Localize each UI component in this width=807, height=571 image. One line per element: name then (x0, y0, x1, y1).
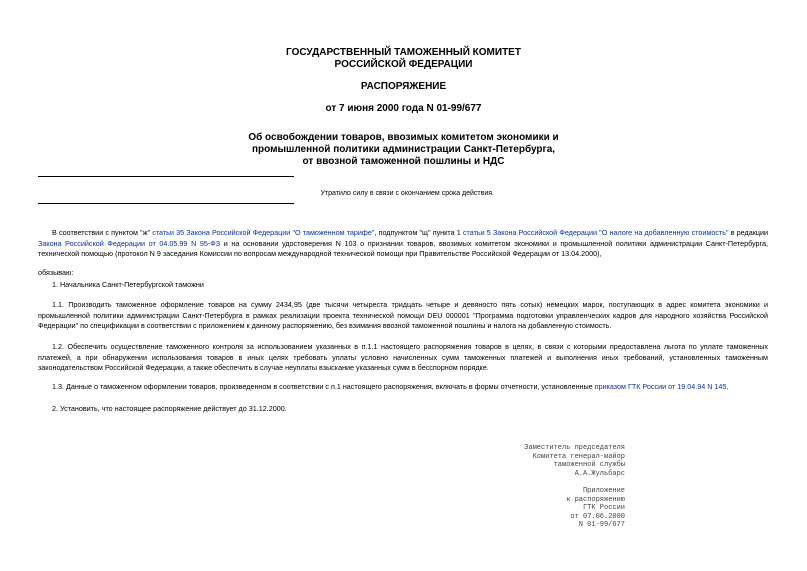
item-1-2: 1.2. Обеспечить осуществление таможенного контроля за использованием указанных в п.1.1 настоящего распоряжения товаров в целях, в связи с которыми предоставлена льгота по уплате таможенных платежей, а при обнаружении использования товаров в иных целях требовать уплаты условно начисленных сумм таможенных платежей и выполнения иных требований, установленных таможенным законодательством Российской Федерации, а также обеспечить в случае неуплаты взыскание указанных сумм в бесспорном порядке. (38, 342, 768, 372)
signature-line3: таможенной службы (553, 461, 625, 470)
appendix-line2: к распоряжению (566, 495, 625, 504)
appendix-line1: Приложение (582, 487, 625, 495)
appendix-block (566, 487, 625, 530)
preamble-text-4: и на основании удостоверения N 103 о признании товаров, ввозимых комитетом экономики и промышленной политики администрации Санкт-Петербурга, технической помощью (протокол N 9 заседания Комиссии по вопросам международной технической помощи при Правительстве Российской Федерации от 13.04.2000), (38, 238, 768, 258)
preamble-text-3: в редакции (728, 228, 768, 237)
divider-top (38, 176, 294, 177)
item-1-3-text: 1.3. Данные о таможенном оформлении товаров, произведенном в соответствии с п.1 настоящего распоряжения, включать в формы отчетности, установленные (52, 382, 595, 391)
signature-block (524, 444, 625, 478)
preamble-text-1: В соответствии с пунктом "ж" (52, 228, 153, 237)
item-2: 2. Установить, что настоящее распоряжение действует до 31.12.2000. (52, 404, 287, 413)
link-federal-law-95fz[interactable]: Закона Российской Федерации от 04.05.99 N 95-ФЗ (38, 238, 221, 248)
item-1-3 (38, 382, 768, 393)
item-1-1: 1.1. Производить таможенное оформление товаров на сумму 2434,95 (две тысячи четыреста тридцать четыре и девяносто пять сотых) немецких марок, поступающих в адрес комитета экономики и промышленной политики администрации Санкт-Петербурга в рамках реализации проекта технической помощи DEU 000001 "Программа подготовки управленческих кадров для народного хозяйства Российской Федерации" по спецификации в соответствии с приложением к данному распоряжению, без взимания ввозной таможенной пошлины и налога на добавленную стоимость. (38, 300, 768, 330)
link-gtk-order-145[interactable]: приказом ГТК России от 19.04.94 N 145 (594, 382, 727, 391)
link-vat-law[interactable]: статьи 5 Закона Российской Федерации "О налоге на добавленную стоимость" (462, 228, 729, 237)
signature-line2: Комитета генерал-майор (532, 452, 625, 461)
signature-line1: Заместитель председателя (524, 444, 625, 452)
item-1: 1. Начальника Санкт-Петербургской таможни (52, 280, 204, 289)
doc-title-line2: промышленной политики администрации Санкт-Петербурга, (251, 144, 556, 155)
preamble-paragraph (38, 228, 768, 260)
appendix-line3: ГТК России (582, 504, 625, 513)
doc-type: РАСПОРЯЖЕНИЕ (360, 81, 447, 92)
doc-date: от 7 июня 2000 года N 01-99/677 (325, 103, 482, 114)
signature-line4: А.А.Жульбарс (574, 469, 625, 478)
link-customs-tariff-law[interactable]: статьи 35 Закона Российской Федерации "О таможенном тарифе" (152, 228, 375, 237)
preamble-text-2: , подпунктом "щ" пункта 1 (374, 228, 463, 237)
appendix-line5: N 01-99/677 (578, 521, 625, 530)
org-name-line1: ГОСУДАРСТВЕННЫЙ ТАМОЖЕННЫЙ КОМИТЕТ (286, 47, 521, 58)
org-name-line2: РОССИЙСКОЙ ФЕДЕРАЦИИ (334, 59, 473, 70)
appendix-line4: от 07.06.2000 (570, 512, 625, 521)
divider-bottom (38, 203, 294, 204)
doc-title-line3: от ввозной таможенной пошлины и НДС (302, 156, 505, 167)
item-1-3-end: . (726, 382, 729, 391)
doc-title-line1: Об освобождении товаров, ввозимых комитетом экономики и (248, 132, 559, 143)
status-note: Утратило силу в связи с окончанием срока действия. (320, 190, 494, 197)
obliged-label: обязываю: (38, 268, 74, 277)
